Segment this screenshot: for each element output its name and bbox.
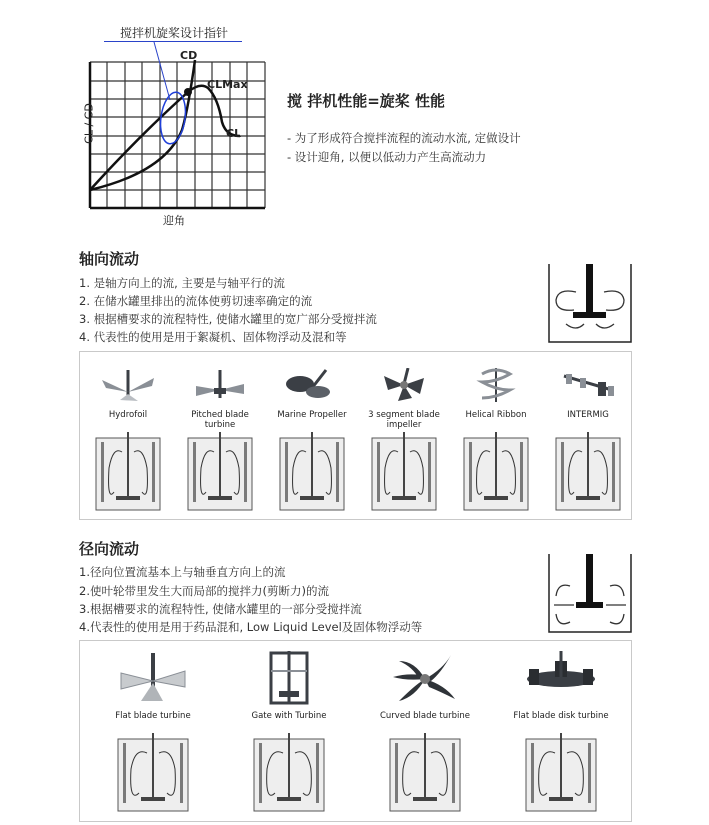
marine-propeller-icon <box>269 368 355 404</box>
impeller-label: Marine Propeller <box>277 410 347 420</box>
impeller-card <box>361 352 447 522</box>
performance-bullet: - 设计迎角, 以便以低动力产生高流动力 <box>287 150 487 164</box>
curved-blade-icon <box>362 651 488 707</box>
cd-label: CD <box>180 49 198 62</box>
list-item: 1. 是轴方向上的流, 主要是与轴平行的流 <box>79 276 285 290</box>
y-axis-label: CL / CD <box>82 103 96 144</box>
axial-flow-diagram <box>546 262 634 344</box>
list-item: 4.代表性的使用是用于药品混和, Low Liquid Level及固体物浮动等 <box>79 620 423 634</box>
flat-blade-icon <box>90 651 216 707</box>
impeller-card <box>269 352 355 522</box>
impeller-label: Hydrofoil <box>108 410 148 420</box>
performance-bullet: - 为了形成符合搅拌流程的流动水流, 定做设计 <box>287 131 521 145</box>
list-item: 2. 在储水罐里排出的流体使剪切速率确定的流 <box>79 294 313 308</box>
flow-tank-diagram <box>187 432 253 516</box>
radial-flow-diagram <box>546 552 634 634</box>
segment-blade-icon <box>361 368 447 404</box>
chart-title: 搅拌机旋桨设计指针 <box>120 26 229 40</box>
pitched-blade-icon <box>177 368 263 404</box>
impeller-label: 3 segment blade impeller <box>368 410 440 430</box>
list-item: 4. 代表性的使用是用于絮凝机、固体物浮动及混和等 <box>79 330 347 344</box>
flow-tank-diagram <box>463 432 529 516</box>
impeller-label: INTERMIG <box>567 410 609 420</box>
flow-tank-diagram <box>253 733 325 817</box>
cl-label: CL <box>226 127 242 140</box>
disk-turbine-icon <box>498 651 624 707</box>
flow-tank-diagram <box>525 733 597 817</box>
flow-tank-diagram <box>371 432 437 516</box>
impeller-label: Flat blade disk turbine <box>513 711 609 721</box>
impeller-card <box>545 352 631 522</box>
axial-impeller-panel <box>79 351 632 520</box>
x-axis-label: 迎角 <box>163 214 185 227</box>
performance-title: 搅 拌机性能=旋桨 性能 <box>287 92 446 110</box>
impeller-label: Gate with Turbine <box>251 711 327 721</box>
impeller-card <box>453 352 539 522</box>
clmax-label: CLMax <box>207 78 248 91</box>
impeller-card <box>226 641 352 811</box>
list-item: 1.径向位置流基本上与轴垂直方向上的流 <box>79 565 286 579</box>
list-item: 2.使叶轮带里发生大而局部的搅拌力(剪断力)的流 <box>79 584 329 598</box>
axial-title: 轴向流动 <box>79 250 140 268</box>
flow-tank-diagram <box>389 733 461 817</box>
impeller-card <box>177 352 263 522</box>
flow-tank-diagram <box>117 733 189 817</box>
impeller-label: Flat blade turbine <box>115 711 191 721</box>
impeller-label: Helical Ribbon <box>465 410 527 420</box>
impeller-label: Pitched blade turbine <box>191 410 249 430</box>
helical-ribbon-icon <box>453 368 539 404</box>
impeller-label: Curved blade turbine <box>379 711 471 721</box>
radial-impeller-panel <box>79 640 632 822</box>
clmax-point <box>184 88 192 96</box>
hydrofoil-icon <box>85 368 171 404</box>
intermig-icon <box>545 368 631 404</box>
flow-tank-diagram <box>555 432 621 516</box>
flow-tank-diagram <box>279 432 345 516</box>
gate-turbine-icon <box>226 651 352 707</box>
impeller-card <box>498 641 624 811</box>
flow-tank-diagram <box>95 432 161 516</box>
list-item: 3. 根据槽要求的流程特性, 使储水罐里的宽广部分受搅拌流 <box>79 312 377 326</box>
impeller-card <box>85 352 171 522</box>
pointer-line <box>154 42 170 100</box>
list-item: 3.根据槽要求的流程特性, 使储水罐里的一部分受搅拌流 <box>79 602 362 616</box>
impeller-card <box>90 641 216 811</box>
impeller-card <box>362 641 488 811</box>
radial-title: 径向流动 <box>79 540 140 558</box>
